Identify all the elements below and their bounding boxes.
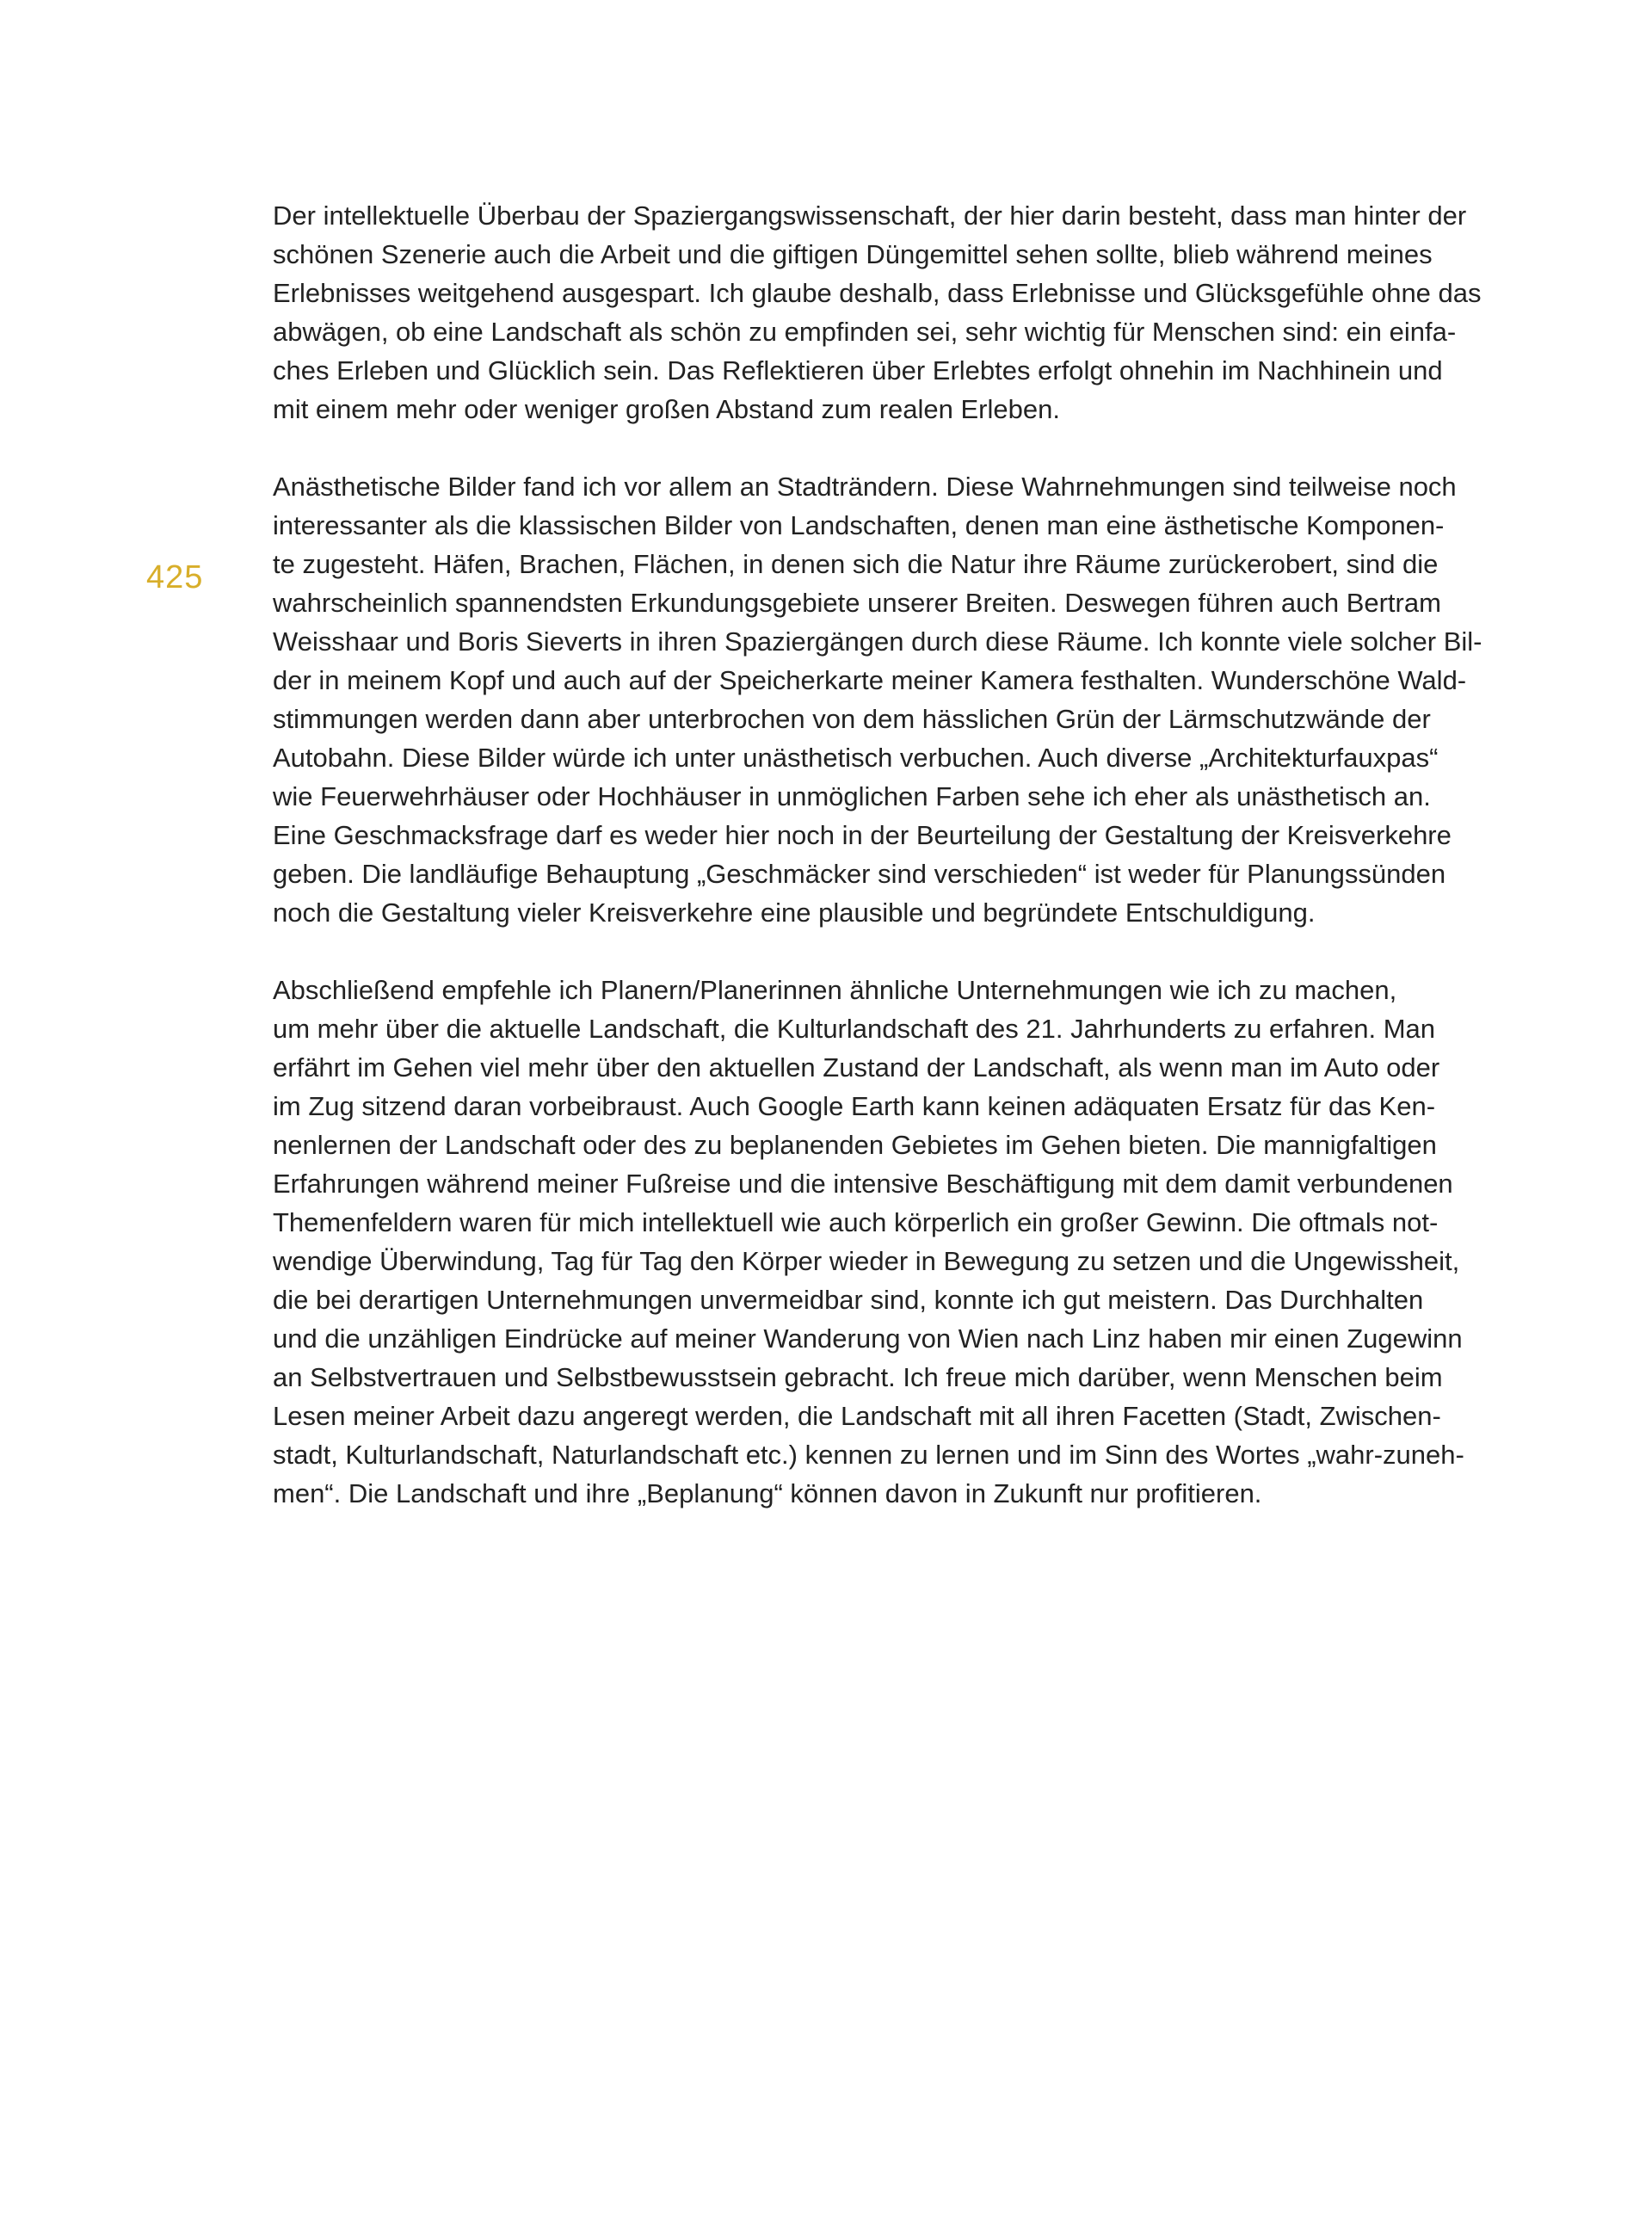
text-line: an Selbstvertrauen und Selbstbewusstsein gebracht. Ich freue mich darüber, wenn Menschen beim — [273, 1362, 1443, 1392]
text-line: Weisshaar und Boris Sieverts in ihren Spaziergängen durch diese Räume. Ich konnte viele solcher Bil- — [273, 626, 1482, 657]
text-line: ches Erleben und Glücklich sein. Das Reflektieren über Erlebtes erfolgt ohnehin im Nachhinein und — [273, 355, 1443, 386]
paragraph-3 — [273, 971, 1520, 1513]
text-line: Lesen meiner Arbeit dazu angeregt werden, die Landschaft mit all ihren Facetten (Stadt, Zwischen- — [273, 1401, 1441, 1431]
text-line: noch die Gestaltung vieler Kreisverkehre eine plausible und begründete Entschuldigung. — [273, 898, 1316, 928]
text-line: abwägen, ob eine Landschaft als schön zu empfinden sei, sehr wichtig für Menschen sind: ein einfa- — [273, 317, 1457, 347]
body-text — [273, 196, 1520, 1551]
text-line: wahrscheinlich spannendsten Erkundungsgebiete unserer Breiten. Deswegen führen auch Bertram — [273, 588, 1441, 618]
text-line: Eine Geschmacksfrage darf es weder hier noch in der Beurteilung der Gestaltung der Kreisverkehre — [273, 820, 1452, 850]
text-line: der in meinem Kopf und auch auf der Speicherkarte meiner Kamera festhalten. Wunderschöne Wald- — [273, 665, 1467, 695]
page-number: 425 — [146, 559, 204, 595]
text-line: erfährt im Gehen viel mehr über den aktuellen Zustand der Landschaft, als wenn man im Auto oder — [273, 1052, 1440, 1083]
text-line: stadt, Kulturlandschaft, Naturlandschaft etc.) kennen zu lernen und im Sinn des Wortes „wahr-zuneh- — [273, 1440, 1464, 1470]
text-line: die bei derartigen Unternehmungen unvermeidbar sind, konnte ich gut meistern. Das Durchhalten — [273, 1285, 1424, 1315]
text-line: nenlernen der Landschaft oder des zu beplanenden Gebietes im Gehen bieten. Die mannigfaltigen — [273, 1130, 1437, 1160]
text-line: und die unzähligen Eindrücke auf meiner Wanderung von Wien nach Linz haben mir einen Zugewinn — [273, 1323, 1463, 1354]
text-line: mit einem mehr oder weniger großen Abstand zum realen Erleben. — [273, 394, 1060, 424]
text-line: im Zug sitzend daran vorbeibraust. Auch Google Earth kann keinen adäquaten Ersatz für das Ken- — [273, 1091, 1436, 1121]
text-line: Anästhetische Bilder fand ich vor allem an Stadträndern. Diese Wahrnehmungen sind teilweise noch — [273, 472, 1457, 502]
text-line: interessanter als die klassischen Bilder von Landschaften, denen man eine ästhetische Komponen- — [273, 510, 1445, 540]
text-line: wendige Überwindung, Tag für Tag den Körper wieder in Bewegung zu setzen und die Ungewissheit, — [273, 1246, 1460, 1276]
text-line: Abschließend empfehle ich Planern/Planerinnen ähnliche Unternehmungen wie ich zu machen, — [273, 975, 1397, 1005]
paragraph-1 — [273, 196, 1520, 429]
text-line: schönen Szenerie auch die Arbeit und die giftigen Düngemittel sehen sollte, blieb während meines — [273, 239, 1433, 269]
text-line: Erlebnisses weitgehend ausgespart. Ich glaube deshalb, dass Erlebnisse und Glücksgefühle ohne das — [273, 278, 1482, 308]
text-line: men“. Die Landschaft und ihre „Beplanung“ können davon in Zukunft nur profitieren. — [273, 1478, 1262, 1508]
text-line: wie Feuerwehrhäuser oder Hochhäuser in unmöglichen Farben sehe ich eher als unästhetisch an. — [273, 781, 1431, 811]
text-line: geben. Die landläufige Behauptung „Geschmäcker sind verschieden“ ist weder für Planungssünden — [273, 859, 1446, 889]
text-line: te zugesteht. Häfen, Brachen, Flächen, in denen sich die Natur ihre Räume zurückerobert, sind die — [273, 549, 1439, 579]
text-line: stimmungen werden dann aber unterbrochen von dem hässlichen Grün der Lärmschutzwände der — [273, 704, 1431, 734]
text-line: Autobahn. Diese Bilder würde ich unter unästhetisch verbuchen. Auch diverse „Architekturfauxpas“ — [273, 743, 1439, 773]
paragraph-2 — [273, 467, 1520, 932]
text-line: um mehr über die aktuelle Landschaft, die Kulturlandschaft des 21. Jahrhunderts zu erfahren. Man — [273, 1014, 1436, 1044]
text-line: Themenfeldern waren für mich intellektuell wie auch körperlich ein großer Gewinn. Die oftmals not- — [273, 1207, 1439, 1237]
text-line: Der intellektuelle Überbau der Spaziergangswissenschaft, der hier darin besteht, dass man hinter der — [273, 200, 1467, 231]
text-line: Erfahrungen während meiner Fußreise und die intensive Beschäftigung mit dem damit verbundenen — [273, 1169, 1453, 1199]
